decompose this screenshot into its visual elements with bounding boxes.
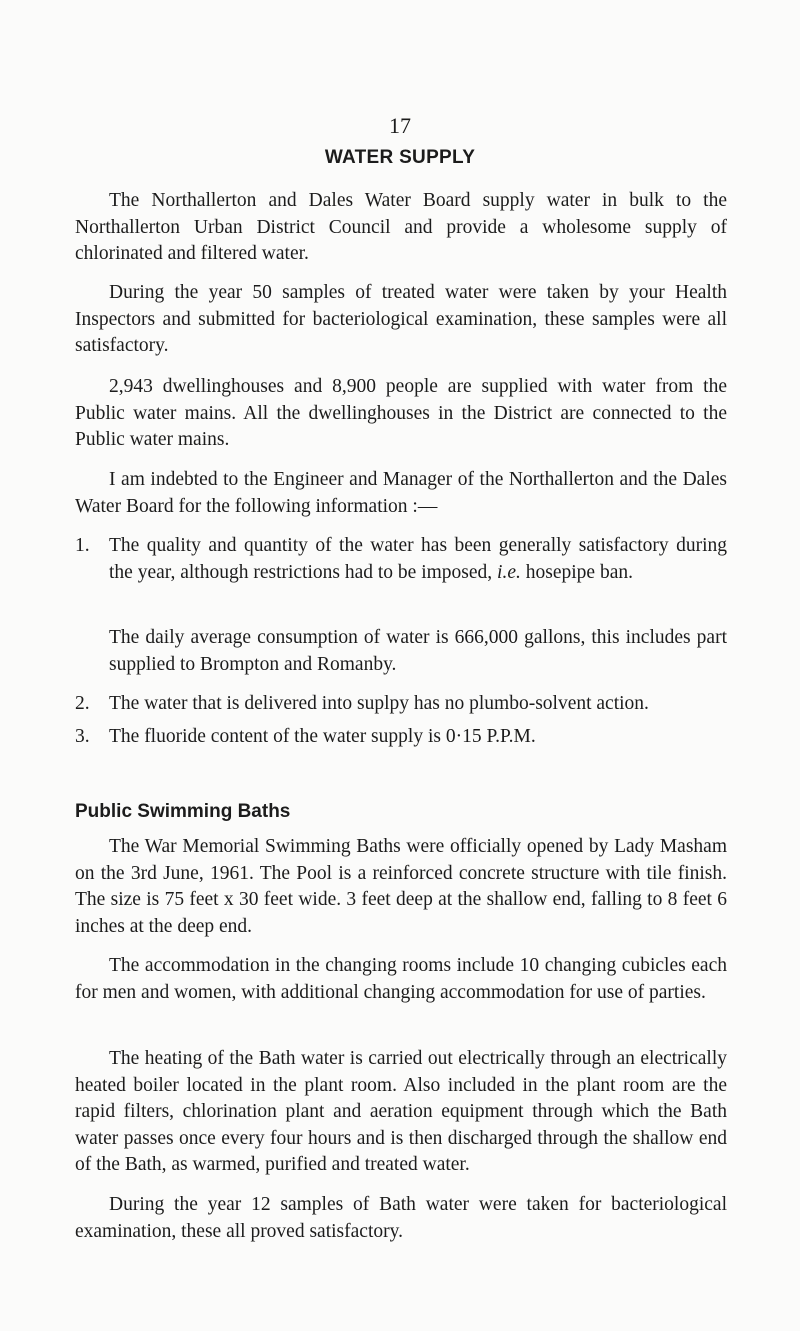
list-item-2 [75, 691, 727, 718]
list-item-text: The quality and quantity of the water has been generally satisfactory during the year, although restrictions had to be imposed, i.e. hosepipe ban. [109, 535, 727, 583]
baths-paragraph-4: During the year 12 samples of Bath water were taken for bacteriological examination, these all proved satisfactory. [75, 1194, 727, 1242]
baths-paragraph-1: The War Memorial Swimming Baths were officially opened by Lady Masham on the 3rd June, 1961. The Pool is a reinforced concrete structure with tile finish. The size is 75 feet x 30 feet wide. 3 feet deep at the shallow end, falling to 8 feet 6 inches at the deep end. [75, 836, 727, 937]
water-supply-paragraph-4: I am indebted to the Engineer and Manager of the Northallerton and the Dales Water Board for the following information :— [75, 469, 727, 517]
baths-paragraph-3: The heating of the Bath water is carried out electrically through an electrically heated boiler located in the plant room. Also included in the plant room are the rapid filters, chlorination plant and aeration equipment through which the Bath water passes once every four hours and is then discharged through the shallow end of the Bath, as warmed, purified and treated water. [75, 1048, 727, 1175]
list-item-text: The water that is delivered into suplpy has no plumbo-solvent action. [109, 693, 649, 714]
list-item-number: 1. [75, 535, 90, 556]
baths-paragraph-2: The accommodation in the changing rooms include 10 changing cubicles each for men and women, with additional changing accommodation for use of parties. [75, 955, 727, 1003]
list-item-text: The fluoride content of the water supply is 0·15 P.P.M. [109, 726, 536, 747]
list-item-3 [75, 724, 727, 751]
water-supply-paragraph-2: During the year 50 samples of treated water were taken by your Health Inspectors and submitted for bacteriological examination, these samples were all satisfactory. [75, 282, 727, 356]
list-item-1 [75, 533, 727, 586]
list-item-number: 3. [75, 726, 90, 747]
page-number: 17 [389, 113, 411, 138]
public-swimming-baths-heading: Public Swimming Baths [75, 801, 291, 822]
water-supply-paragraph-1: The Northallerton and Dales Water Board supply water in bulk to the Northallerton Urban District Council and provide a wholesome supply of chlorinated and filtered water. [75, 190, 727, 264]
water-supply-paragraph-3: 2,943 dwellinghouses and 8,900 people are supplied with water from the Public water mains. All the dwellinghouses in the District are connected to the Public water mains. [75, 376, 727, 450]
list-item-1-continuation: The daily average consumption of water is 666,000 gallons, this includes part supplied to Brompton and Romanby. [109, 627, 727, 675]
list-item-number: 2. [75, 693, 90, 714]
water-supply-heading: WATER SUPPLY [324, 147, 476, 168]
